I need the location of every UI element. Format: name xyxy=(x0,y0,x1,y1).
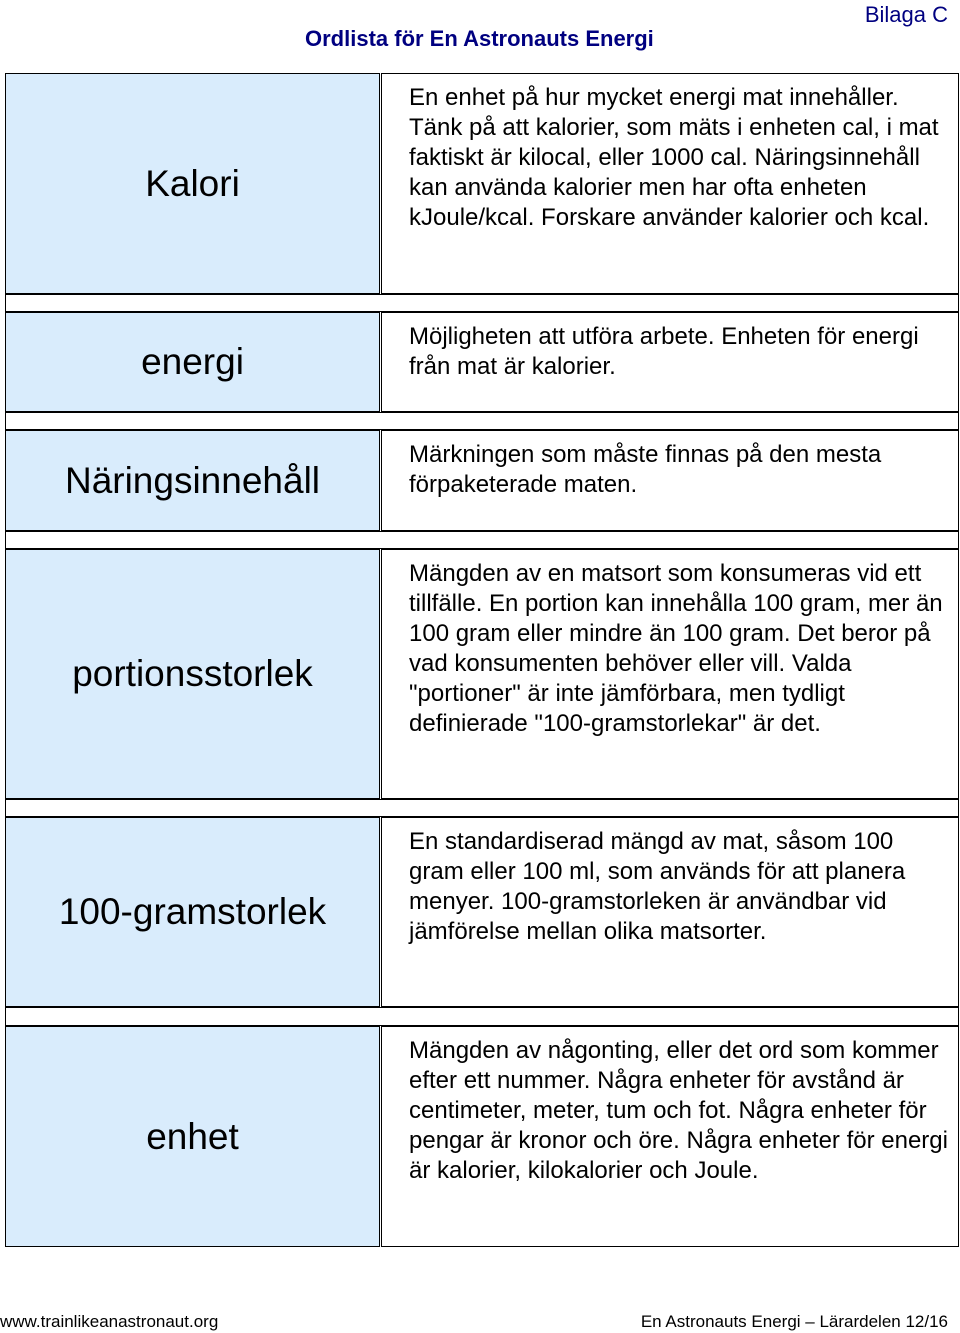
glossary-row-100-gramstorlek xyxy=(5,817,959,1007)
definition-cell: En enhet på hur mycket energi mat innehåller. Tänk på att kalorier, som mäts i enheten cal, i mat faktiskt är kilocal, eller 1000 cal. Näringsinnehåll kan använda kalorier men har ofta enheten kJoule/kcal. Forskare använder kalorier och kcal. xyxy=(381,73,959,294)
glossary-row-portionsstorlek xyxy=(5,549,959,799)
glossary-row-naringsinnehall xyxy=(5,430,959,531)
definition-cell: Märkningen som måste finnas på den mesta förpaketerade maten. xyxy=(381,430,959,531)
row-separator xyxy=(5,531,959,549)
term-cell: Näringsinnehåll xyxy=(5,430,380,531)
row-separator xyxy=(5,294,959,312)
row-separator xyxy=(5,1007,959,1026)
definition-cell: Mängden av någonting, eller det ord som kommer efter ett nummer. Några enheter för avstånd är centimeter, meter, tum och fot. Några enheter för pengar är kronor och öre. Några enheter för energi är kalorier, kilokalorier och Joule. xyxy=(381,1026,959,1247)
term-cell: Kalori xyxy=(5,73,380,294)
definition-cell: En standardiserad mängd av mat, såsom 100 gram eller 100 ml, som används för att planera menyer. 100-gramstorleken är användbar vid jämförelse mellan olika matsorter. xyxy=(381,817,959,1007)
row-separator xyxy=(5,799,959,817)
footer-page-info: En Astronauts Energi – Lärardelen 12/16 xyxy=(640,1312,948,1331)
term-cell: energi xyxy=(5,312,380,412)
term-cell: enhet xyxy=(5,1026,380,1247)
footer-website: www.trainlikeanastronaut.org xyxy=(0,1312,219,1331)
appendix-label: Bilaga C xyxy=(864,2,948,27)
glossary-row-energi xyxy=(5,312,959,412)
glossary-row-enhet xyxy=(5,1026,959,1247)
row-separator xyxy=(5,412,959,430)
definition-cell: Mängden av en matsort som konsumeras vid ett tillfälle. En portion kan innehålla 100 gram, mer än 100 gram eller mindre än 100 gram. Det beror på vad konsumenten behöver eller vill. Valda "portioner" är inte jämförbara, men tydligt definierade "100-gramstorlekar" är det. xyxy=(381,549,959,799)
term-cell: 100-gramstorlek xyxy=(5,817,380,1007)
glossary-row-kalori xyxy=(5,73,959,294)
page-title: Ordlista för En Astronauts Energi xyxy=(305,26,654,51)
term-cell: portionsstorlek xyxy=(5,549,380,799)
definition-cell: Möjligheten att utföra arbete. Enheten för energi från mat är kalorier. xyxy=(381,312,959,412)
